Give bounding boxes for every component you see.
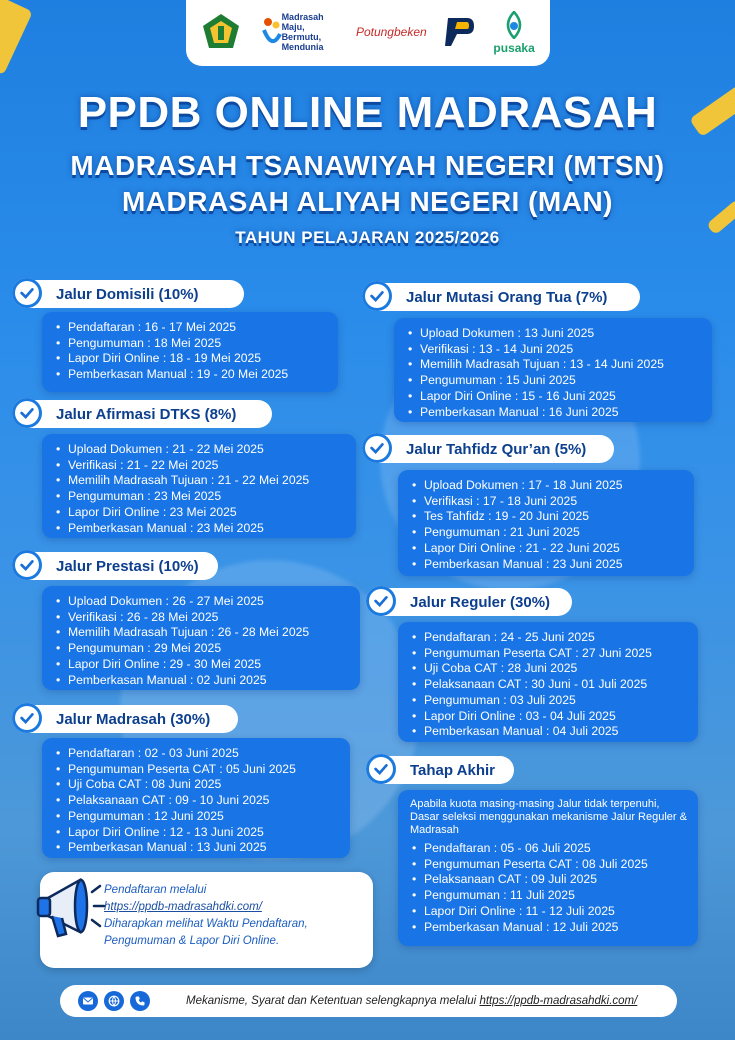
promo-line3: Diharapkan melihat Waktu Pendaftaran, xyxy=(104,918,308,930)
madrasah-tagline: Madrasah Maju, Bermutu, Mendunia xyxy=(281,12,324,52)
check-icon xyxy=(12,278,42,308)
list-item: • Uji Coba CAT : 28 Juni 2025 xyxy=(424,661,688,677)
list-item: • Lapor Diri Online : 15 - 16 Juni 2025 xyxy=(420,389,702,405)
registration-info-card xyxy=(40,872,373,968)
subtitle-mtsn: MADRASAH TSANAWIYAH NEGERI (MTSN) xyxy=(70,150,665,181)
list-item: • Pemberkasan Manual : 23 Mei 2025 xyxy=(68,521,346,537)
list-item: • Verifikasi : 17 - 18 Juni 2025 xyxy=(424,494,684,510)
list-item: • Memilih Madrasah Tujuan : 21 - 22 Mei 2025 xyxy=(68,473,346,489)
schedule-box-tahfidz xyxy=(398,470,694,576)
section-title-tahap-akhir: Tahap Akhir xyxy=(370,756,514,784)
check-icon xyxy=(366,586,396,616)
list-item: • Pengumuman Peserta CAT : 05 Juni 2025 xyxy=(68,762,340,778)
logo-bar xyxy=(186,0,550,66)
kemenag-logo xyxy=(201,12,241,55)
list-item: • Pengumuman : 29 Mei 2025 xyxy=(68,641,350,657)
list-item: • Memilih Madrasah Tujuan : 26 - 28 Mei 2025 xyxy=(68,625,350,641)
list-item: • Lapor Diri Online : 03 - 04 Juli 2025 xyxy=(424,709,688,725)
schedule-box-mutasi xyxy=(394,318,712,422)
list-item: • Pengumuman : 12 Juni 2025 xyxy=(68,809,340,825)
pusaka-label: pusaka xyxy=(493,41,535,55)
list-item: • Pelaksanaan CAT : 09 - 10 Juni 2025 xyxy=(68,793,340,809)
footer-bar xyxy=(60,985,677,1017)
list-item: • Pendaftaran : 05 - 06 Juli 2025 xyxy=(424,841,688,857)
list-item: • Pengumuman : 15 Juni 2025 xyxy=(420,373,702,389)
list-item: • Lapor Diri Online : 23 Mei 2025 xyxy=(68,505,346,521)
madrasah-maju-logo xyxy=(260,13,338,53)
list-item: • Pengumuman : 23 Mei 2025 xyxy=(68,489,346,505)
tahap-akhir-note: Apabila kuota masing-masing Jalur tidak terpenuhi, Dasar seleksi menggunakan mekanisme Jalur Reguler & Madrasah xyxy=(410,798,687,836)
list-item: • Pemberkasan Manual : 19 - 20 Mei 2025 xyxy=(68,367,328,383)
footer-text: Mekanisme, Syarat dan Ketentuan selengkapnya melalui https://ppdb-madrasahdki.com/ xyxy=(186,995,638,1007)
list-item: • Pemberkasan Manual : 13 Juni 2025 xyxy=(68,840,340,856)
list-item: • Pemberkasan Manual : 16 Juni 2025 xyxy=(420,405,702,421)
list-item: • Pendaftaran : 16 - 17 Mei 2025 xyxy=(68,320,328,336)
list-item: • Lapor Diri Online : 21 - 22 Juni 2025 xyxy=(424,541,684,557)
potungbeken-logo: Potungbeken xyxy=(355,25,427,40)
schedule-box-tahap-akhir xyxy=(398,790,698,946)
list-item: • Pemberkasan Manual : 04 Juli 2025 xyxy=(424,724,688,740)
list-item: • Lapor Diri Online : 18 - 19 Mei 2025 xyxy=(68,351,328,367)
list-item: • Tes Tahfidz : 19 - 20 Juni 2025 xyxy=(424,509,684,525)
list-item: • Upload Dokumen : 13 Juni 2025 xyxy=(420,326,702,342)
list-item: • Lapor Diri Online : 11 - 12 Juli 2025 xyxy=(424,904,688,920)
list-item: • Pelaksanaan CAT : 09 Juli 2025 xyxy=(424,872,688,888)
email-icon[interactable] xyxy=(78,991,98,1011)
section-title-reguler: Jalur Reguler (30%) xyxy=(370,588,572,616)
list-item: • Upload Dokumen : 26 - 27 Mei 2025 xyxy=(68,594,350,610)
page-title: PPDB ONLINE MADRASAH xyxy=(77,88,658,137)
schedule-box-domisili xyxy=(42,312,338,392)
list-item: • Pengumuman Peserta CAT : 08 Juli 2025 xyxy=(424,857,688,873)
section-title-mutasi: Jalur Mutasi Orang Tua (7%) xyxy=(366,283,640,311)
phone-icon[interactable] xyxy=(130,991,150,1011)
academic-year: TAHUN PELAJARAN 2025/2026 xyxy=(235,228,500,247)
promo-line4: Pengumuman & Lapor Diri Online. xyxy=(104,935,280,947)
list-item: • Pengumuman : 18 Mei 2025 xyxy=(68,336,328,352)
registration-info-text xyxy=(104,882,308,950)
list-item: • Uji Coba CAT : 08 Juni 2025 xyxy=(68,777,340,793)
list-item: • Upload Dokumen : 17 - 18 Juni 2025 xyxy=(424,478,684,494)
pusaka-logo xyxy=(493,11,534,55)
gold-ribbon xyxy=(0,0,33,75)
check-icon xyxy=(366,754,396,784)
list-item: • Pengumuman : 21 Juni 2025 xyxy=(424,525,684,541)
check-icon xyxy=(12,398,42,428)
list-item: • Pendaftaran : 02 - 03 Juni 2025 xyxy=(68,746,340,762)
p-logo xyxy=(445,16,475,51)
web-icon[interactable] xyxy=(104,991,124,1011)
registration-link[interactable]: https://ppdb-madrasahdki.com/ xyxy=(104,901,262,913)
list-item: • Lapor Diri Online : 29 - 30 Mei 2025 xyxy=(68,657,350,673)
schedule-box-prestasi xyxy=(42,586,360,690)
list-item: • Pengumuman : 11 Juli 2025 xyxy=(424,888,688,904)
list-item: • Lapor Diri Online : 12 - 13 Juni 2025 xyxy=(68,825,340,841)
check-icon xyxy=(12,703,42,733)
list-item: • Memilih Madrasah Tujuan : 13 - 14 Juni 2025 xyxy=(420,357,702,373)
section-title-domisili: Jalur Domisili (10%) xyxy=(16,280,244,308)
list-item: • Pelaksanaan CAT : 30 Juni - 01 Juli 2025 xyxy=(424,677,688,693)
list-item: • Pemberkasan Manual : 23 Juni 2025 xyxy=(424,557,684,573)
check-icon xyxy=(362,433,392,463)
list-item: • Pemberkasan Manual : 02 Juni 2025 xyxy=(68,673,350,689)
schedule-box-reguler xyxy=(398,622,698,742)
list-item: • Pendaftaran : 24 - 25 Juni 2025 xyxy=(424,630,688,646)
check-icon xyxy=(12,550,42,580)
section-title-madrasah: Jalur Madrasah (30%) xyxy=(16,705,238,733)
subtitle-man: MADRASAH ALIYAH NEGERI (MAN) xyxy=(121,186,614,217)
section-title-tahfidz: Jalur Tahfidz Qur’an (5%) xyxy=(366,435,614,463)
list-item: • Upload Dokumen : 21 - 22 Mei 2025 xyxy=(68,442,346,458)
check-icon xyxy=(362,281,392,311)
list-item: • Pemberkasan Manual : 12 Juli 2025 xyxy=(424,920,688,936)
list-item: • Pengumuman Peserta CAT : 27 Juni 2025 xyxy=(424,646,688,662)
section-title-afirmasi: Jalur Afirmasi DTKS (8%) xyxy=(16,400,272,428)
megaphone-icon xyxy=(34,862,108,952)
list-item: • Verifikasi : 21 - 22 Mei 2025 xyxy=(68,458,346,474)
schedule-box-madrasah xyxy=(42,738,350,858)
list-item: • Verifikasi : 26 - 28 Mei 2025 xyxy=(68,610,350,626)
promo-line1: Pendaftaran melalui xyxy=(104,884,207,896)
list-item: • Verifikasi : 13 - 14 Juni 2025 xyxy=(420,342,702,358)
list-item: • Pengumuman : 03 Juli 2025 xyxy=(424,693,688,709)
schedule-box-afirmasi xyxy=(42,434,356,538)
footer-link[interactable]: https://ppdb-madrasahdki.com/ xyxy=(479,995,638,1007)
section-title-prestasi: Jalur Prestasi (10%) xyxy=(16,552,218,580)
